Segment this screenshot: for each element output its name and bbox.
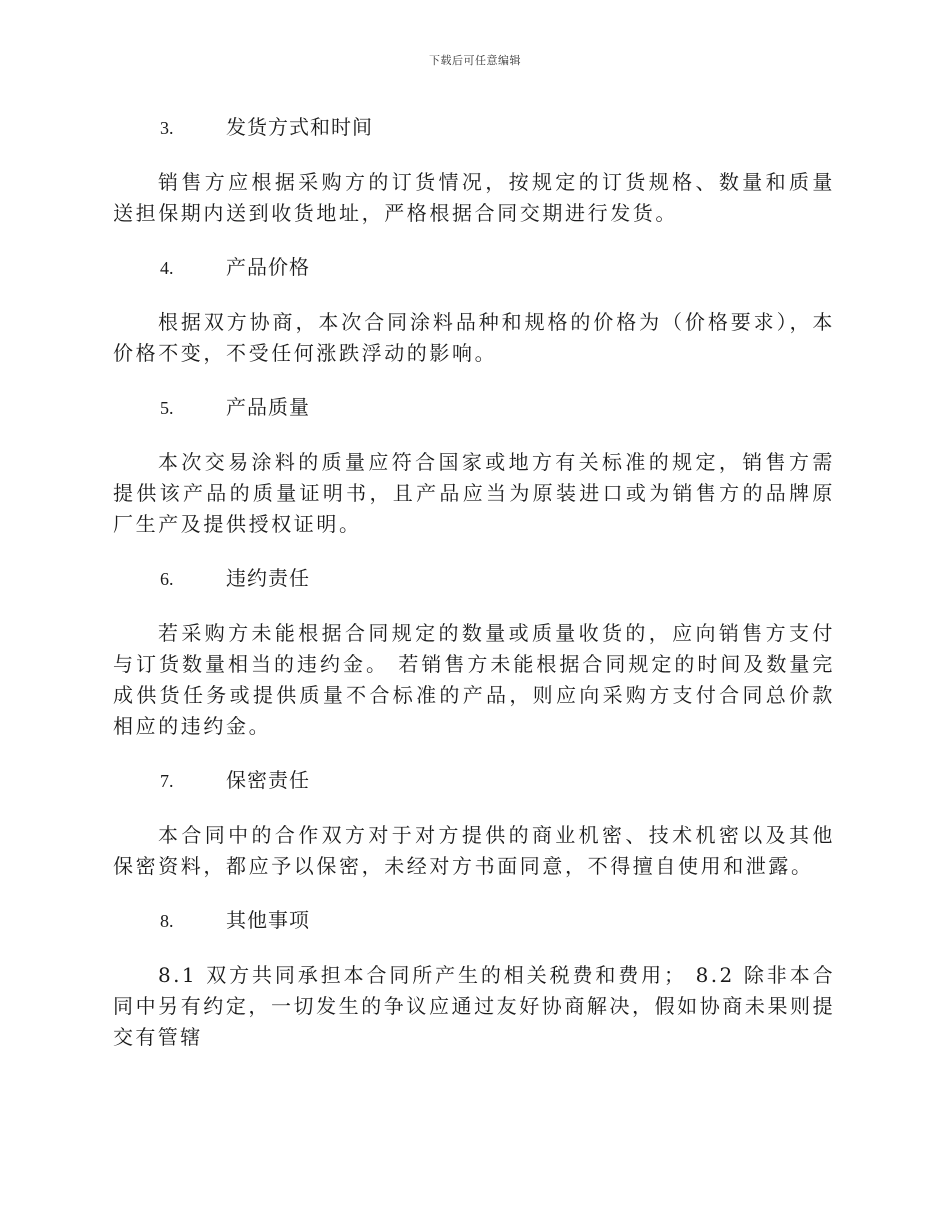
section-number: 5. — [160, 398, 174, 418]
section-paragraph-7: 本合同中的合作双方对于对方提供的商业机密、技术机密以及其他保密资料，都应予以保密，未经对方书面同意，不得擅自使用和泄露。 — [113, 823, 835, 878]
section-heading-3 — [113, 112, 835, 144]
section-heading-5 — [113, 392, 835, 424]
section-number: 4. — [160, 258, 174, 278]
section-paragraph-6: 若采购方未能根据合同规定的数量或质量收货的，应向销售方支付与订货数量相当的违约金。 若销售方未能根据合同规定的时间及数量完成供货任务或提供质量不合标准的产品，则应向采购方支付合同总价款相应的违约金。 — [113, 621, 835, 738]
section-heading-7 — [113, 765, 835, 797]
section-paragraph-4: 根据双方协商，本次合同涂料品种和规格的价格为（价格要求），本价格不变，不受任何涨跌浮动的影响。 — [113, 310, 835, 365]
page-header: 下载后可任意编辑 — [429, 54, 521, 67]
section-title: 产品价格 — [226, 255, 310, 279]
section-number: 3. — [160, 118, 174, 138]
section-title: 违约责任 — [226, 566, 310, 590]
section-title: 保密责任 — [226, 768, 310, 792]
section-title: 产品质量 — [226, 395, 310, 419]
section-number: 7. — [160, 771, 174, 791]
section-number: 6. — [160, 569, 174, 589]
section-paragraph-5: 本次交易涂料的质量应符合国家或地方有关标准的规定，销售方需提供该产品的质量证明书，且产品应当为原装进口或为销售方的品牌原厂生产及提供授权证明。 — [113, 450, 835, 536]
document-body — [113, 112, 835, 1076]
section-title: 发货方式和时间 — [226, 115, 373, 139]
section-heading-8 — [113, 905, 835, 937]
section-number: 8. — [160, 911, 174, 931]
section-heading-6 — [113, 563, 835, 595]
section-title: 其他事项 — [226, 908, 310, 932]
section-paragraph-8: 8.1 双方共同承担本合同所产生的相关税费和费用； 8.2 除非本合同中另有约定，一切发生的争议应通过友好协商解决，假如协商未果则提交有管辖 — [113, 963, 835, 1049]
section-paragraph-3: 销售方应根据采购方的订货情况，按规定的订货规格、数量和质量送担保期内送到收货地址，严格根据合同交期进行发货。 — [113, 170, 835, 225]
section-heading-4 — [113, 252, 835, 284]
